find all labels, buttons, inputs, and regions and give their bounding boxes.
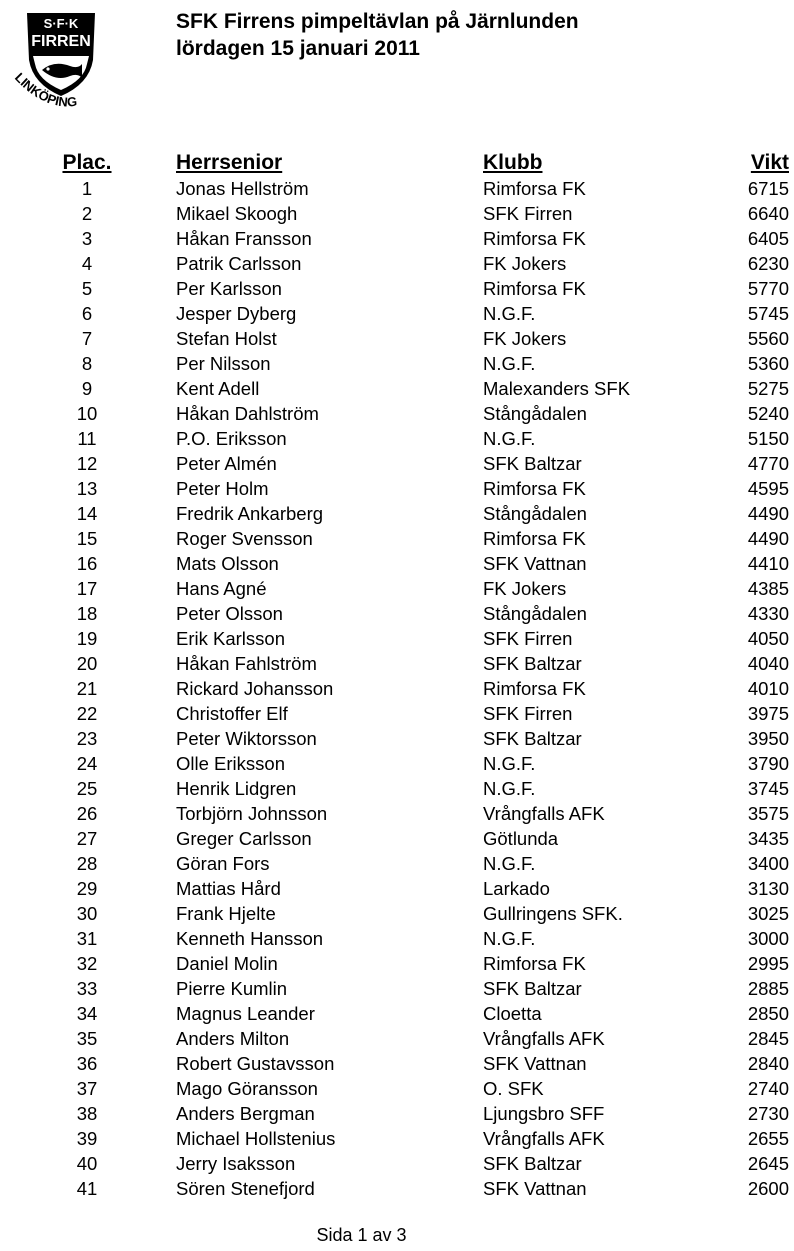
row-club: Cloetta (483, 1003, 542, 1024)
row-club: Larkado (483, 878, 550, 899)
row-plac: 21 (76, 678, 98, 699)
row-name: Mikael Skoogh (176, 203, 298, 224)
row-plac: 20 (76, 653, 98, 674)
row-club: Vrångfalls AFK (483, 1028, 605, 1049)
row-name: Roger Svensson (176, 528, 313, 549)
row-name: Peter Holm (176, 478, 269, 499)
table-row (0, 901, 794, 926)
table-row (0, 426, 794, 451)
row-name: Robert Gustavsson (176, 1053, 335, 1074)
table-row (0, 351, 794, 376)
row-name: Mattias Hård (176, 878, 281, 899)
table-row (0, 801, 794, 826)
row-club: Malexanders SFK (483, 378, 631, 399)
row-club: O. SFK (483, 1078, 544, 1099)
row-weight: 6230 (747, 253, 789, 274)
row-club: Rimforsa FK (483, 678, 586, 699)
row-name: Erik Karlsson (176, 628, 285, 649)
row-name: Mats Olsson (176, 553, 279, 574)
row-club: FK Jokers (483, 253, 567, 274)
row-club: N.G.F. (483, 428, 536, 449)
row-name: Patrik Carlsson (176, 253, 302, 274)
row-club: Rimforsa FK (483, 178, 586, 199)
row-weight: 3975 (747, 703, 789, 724)
row-plac: 6 (81, 303, 93, 324)
row-name: Olle Eriksson (176, 753, 285, 774)
table-row (0, 926, 794, 951)
table-row (0, 551, 794, 576)
row-plac: 34 (76, 1003, 98, 1024)
row-weight: 4050 (747, 628, 789, 649)
row-weight: 3025 (747, 903, 789, 924)
row-plac: 7 (81, 328, 93, 349)
logo-name: FIRREN (31, 33, 91, 50)
row-club: SFK Firren (483, 628, 573, 649)
row-plac: 8 (81, 353, 93, 374)
row-weight: 2845 (747, 1028, 789, 1049)
table-row (0, 201, 794, 226)
table-row (0, 1101, 794, 1126)
table-row (0, 301, 794, 326)
row-plac: 25 (76, 778, 98, 799)
table-row (0, 226, 794, 251)
row-weight: 2655 (747, 1128, 789, 1149)
table-row (0, 651, 794, 676)
row-club: Vrångfalls AFK (483, 803, 605, 824)
table-row (0, 826, 794, 851)
table-row (0, 1001, 794, 1026)
row-plac: 2 (81, 203, 93, 224)
row-name: Hans Agné (176, 578, 267, 599)
row-weight: 6640 (747, 203, 789, 224)
row-club: Stångådalen (483, 503, 587, 524)
row-name: Kenneth Hansson (176, 928, 324, 949)
row-club: SFK Vattnan (483, 1178, 587, 1199)
row-name: Torbjörn Johnsson (176, 803, 328, 824)
row-club: SFK Baltzar (483, 728, 582, 749)
row-weight: 5275 (747, 378, 789, 399)
row-weight: 4330 (747, 603, 789, 624)
row-plac: 16 (76, 553, 98, 574)
row-weight: 2740 (747, 1078, 789, 1099)
row-club: N.G.F. (483, 928, 536, 949)
row-club: Stångådalen (483, 603, 587, 624)
table-header (0, 150, 794, 176)
row-weight: 4595 (747, 478, 789, 499)
row-name: Frank Hjelte (176, 903, 276, 924)
row-name: Anders Bergman (176, 1103, 315, 1124)
row-plac: 38 (76, 1103, 98, 1124)
row-name: Rickard Johansson (176, 678, 334, 699)
row-club: N.G.F. (483, 303, 536, 324)
row-plac: 12 (76, 453, 98, 474)
table-row (0, 501, 794, 526)
row-weight: 5150 (747, 428, 789, 449)
row-weight: 2850 (747, 1003, 789, 1024)
row-weight: 4040 (747, 653, 789, 674)
table-row (0, 176, 794, 201)
title-line-1: SFK Firrens pimpeltävlan på Järnlunden (176, 10, 579, 33)
row-name: Per Karlsson (176, 278, 282, 299)
row-name: Daniel Molin (176, 953, 278, 974)
row-club: SFK Baltzar (483, 1153, 582, 1174)
row-name: Göran Fors (176, 853, 270, 874)
row-weight: 3575 (747, 803, 789, 824)
row-plac: 27 (76, 828, 98, 849)
results-table (0, 150, 794, 1201)
row-club: Rimforsa FK (483, 528, 586, 549)
table-row (0, 1126, 794, 1151)
row-weight: 3130 (747, 878, 789, 899)
row-club: Götlunda (483, 828, 559, 849)
row-name: Pierre Kumlin (176, 978, 288, 999)
row-plac: 40 (76, 1153, 98, 1174)
row-name: Peter Wiktorsson (176, 728, 317, 749)
row-name: Jerry Isaksson (176, 1153, 296, 1174)
row-club: Gullringens SFK. (483, 903, 623, 924)
row-weight: 2730 (747, 1103, 789, 1124)
row-weight: 4385 (747, 578, 789, 599)
header-name: Herrsenior (176, 151, 283, 174)
row-club: SFK Baltzar (483, 653, 582, 674)
table-row (0, 751, 794, 776)
row-club: N.G.F. (483, 753, 536, 774)
row-club: N.G.F. (483, 853, 536, 874)
row-weight: 5745 (747, 303, 789, 324)
row-weight: 2840 (747, 1053, 789, 1074)
row-name: Peter Almén (176, 453, 277, 474)
row-club: Rimforsa FK (483, 278, 586, 299)
row-club: Rimforsa FK (483, 228, 586, 249)
row-club: SFK Baltzar (483, 978, 582, 999)
row-plac: 24 (76, 753, 98, 774)
row-weight: 6405 (747, 228, 789, 249)
logo-city: LINKÖPING (11, 69, 78, 110)
row-club: SFK Firren (483, 703, 573, 724)
table-row (0, 476, 794, 501)
row-name: Sören Stenefjord (176, 1178, 315, 1199)
table-row (0, 401, 794, 426)
row-weight: 3950 (747, 728, 789, 749)
row-name: Håkan Fahlström (176, 653, 317, 674)
row-plac: 32 (76, 953, 98, 974)
row-plac: 30 (76, 903, 98, 924)
row-plac: 13 (76, 478, 98, 499)
row-name: Henrik Lidgren (176, 778, 297, 799)
table-row (0, 976, 794, 1001)
row-weight: 4490 (747, 503, 789, 524)
row-club: Rimforsa FK (483, 478, 586, 499)
row-club: SFK Vattnan (483, 1053, 587, 1074)
row-weight: 2645 (747, 1153, 789, 1174)
header-weight: Vikt (750, 151, 789, 174)
row-plac: 15 (76, 528, 98, 549)
row-plac: 19 (76, 628, 98, 649)
row-name: Kent Adell (176, 378, 260, 399)
row-weight: 4490 (747, 528, 789, 549)
row-weight: 4410 (747, 553, 789, 574)
row-club: SFK Firren (483, 203, 573, 224)
table-row (0, 326, 794, 351)
row-plac: 28 (76, 853, 98, 874)
row-weight: 3435 (747, 828, 789, 849)
table-row (0, 626, 794, 651)
row-plac: 10 (76, 403, 98, 424)
row-plac: 23 (76, 728, 98, 749)
row-weight: 3400 (747, 853, 789, 874)
row-plac: 31 (76, 928, 98, 949)
row-club: SFK Vattnan (483, 553, 587, 574)
row-name: Peter Olsson (176, 603, 283, 624)
table-row (0, 1176, 794, 1201)
row-weight: 5240 (747, 403, 789, 424)
club-logo (8, 4, 116, 116)
table-row (0, 1051, 794, 1076)
table-row (0, 451, 794, 476)
row-weight: 5560 (747, 328, 789, 349)
table-row (0, 776, 794, 801)
table-row (0, 676, 794, 701)
row-weight: 3745 (747, 778, 789, 799)
row-weight: 4770 (747, 453, 789, 474)
table-row (0, 601, 794, 626)
row-club: Rimforsa FK (483, 953, 586, 974)
row-name: Michael Hollstenius (176, 1128, 336, 1149)
row-plac: 1 (81, 178, 93, 199)
row-plac: 35 (76, 1028, 98, 1049)
row-name: P.O. Eriksson (176, 428, 287, 449)
row-weight: 5360 (747, 353, 789, 374)
row-plac: 17 (76, 578, 98, 599)
row-name: Fredrik Ankarberg (176, 503, 324, 524)
header-plac: Plac. (62, 151, 112, 174)
row-plac: 3 (81, 228, 93, 249)
table-row (0, 251, 794, 276)
header-club: Klubb (483, 151, 543, 174)
table-row (0, 376, 794, 401)
table-row (0, 701, 794, 726)
row-weight: 2885 (747, 978, 789, 999)
table-row (0, 1026, 794, 1051)
row-plac: 41 (76, 1178, 98, 1199)
row-weight: 6715 (747, 178, 789, 199)
row-plac: 33 (76, 978, 98, 999)
row-plac: 11 (77, 428, 97, 449)
table-row (0, 526, 794, 551)
page-footer: Sida 1 av 3 (316, 1225, 407, 1245)
table-row (0, 951, 794, 976)
row-club: N.G.F. (483, 778, 536, 799)
row-weight: 3000 (747, 928, 789, 949)
row-plac: 5 (81, 278, 93, 299)
logo-top-text: S·F·K (43, 16, 79, 31)
row-name: Håkan Fransson (176, 228, 312, 249)
page-title (176, 8, 579, 62)
row-name: Christoffer Elf (176, 703, 288, 724)
row-plac: 4 (81, 253, 93, 274)
row-plac: 22 (76, 703, 98, 724)
row-plac: 39 (76, 1128, 98, 1149)
table-row (0, 876, 794, 901)
table-row (0, 576, 794, 601)
table-row (0, 1151, 794, 1176)
row-club: FK Jokers (483, 578, 567, 599)
row-weight: 2600 (747, 1178, 789, 1199)
row-name: Magnus Leander (176, 1003, 315, 1024)
table-row (0, 276, 794, 301)
row-weight: 3790 (747, 753, 789, 774)
row-name: Håkan Dahlström (176, 403, 319, 424)
row-club: N.G.F. (483, 353, 536, 374)
row-plac: 29 (76, 878, 98, 899)
row-plac: 9 (81, 378, 93, 399)
table-row (0, 726, 794, 751)
row-club: Vrångfalls AFK (483, 1128, 605, 1149)
row-name: Stefan Holst (176, 328, 277, 349)
row-name: Per Nilsson (176, 353, 271, 374)
row-name: Jonas Hellström (176, 178, 309, 199)
row-weight: 2995 (747, 953, 789, 974)
table-row (0, 1076, 794, 1101)
row-name: Greger Carlsson (176, 828, 312, 849)
row-plac: 14 (76, 503, 98, 524)
row-name: Jesper Dyberg (176, 303, 297, 324)
row-plac: 36 (76, 1053, 98, 1074)
row-weight: 4010 (747, 678, 789, 699)
row-plac: 26 (76, 803, 98, 824)
row-club: SFK Baltzar (483, 453, 582, 474)
row-club: Stångådalen (483, 403, 587, 424)
row-name: Anders Milton (176, 1028, 290, 1049)
row-plac: 37 (76, 1078, 98, 1099)
row-weight: 5770 (747, 278, 789, 299)
row-club: Ljungsbro SFF (483, 1103, 605, 1124)
title-line-2: lördagen 15 januari 2011 (176, 37, 420, 60)
row-name: Mago Göransson (176, 1078, 318, 1099)
row-plac: 18 (76, 603, 98, 624)
table-row (0, 851, 794, 876)
row-club: FK Jokers (483, 328, 567, 349)
